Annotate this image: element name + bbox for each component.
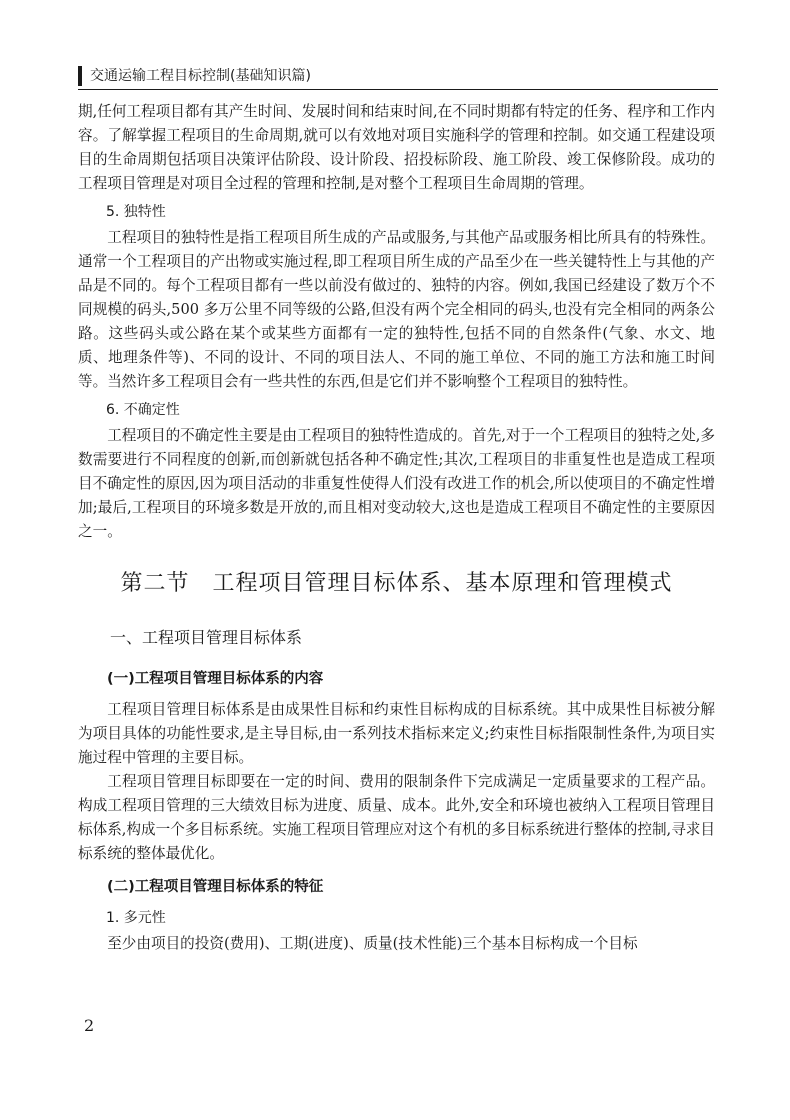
paragraph-multiplicity: 至少由项目的投资(费用)、工期(进度)、质量(技术性能)三个基本目标构成一个目标 bbox=[107, 935, 638, 952]
subheading-characteristics: (二)工程项目管理目标体系的特征 bbox=[107, 879, 324, 895]
paragraph-performance-targets: 工程项目管理目标即要在一定的时间、费用的限制条件下完成满足一定质量要求的工程产品。构成工程项目管理的三大绩效目标为进度、质量、成本。此外,安全和环境也被纳入工程项目管理目标体系,构成一个多目标系统。实施工程项目管理应对这个有机的多目标系统进行整体的控制,寻求目标系统的整体最优化。 bbox=[78, 773, 715, 862]
item-heading-multiplicity: 1. 多元性 bbox=[106, 910, 166, 926]
paragraph-continued: 期,任何工程项目都有其产生时间、发展时间和结束时间,在不同时期都有特定的任务、程序和工作内容。了解掌握工程项目的生命周期,就可以有效地对项目实施科学的管理和控制。如交通工程建设项目的生命周期包括项目决策评估阶段、设计阶段、招投标阶段、施工阶段、竣工保修阶段。成功的工程项目管理是对项目全过程的管理和控制,是对整个工程项目生命周期的管理。 bbox=[78, 103, 715, 192]
paragraph-uniqueness: 工程项目的独特性是指工程项目所生成的产品或服务,与其他产品或服务相比所具有的特殊性。通常一个工程项目的产出物或实施过程,即工程项目所生成的产品至少在一些关键特性上与其他的产品是不同的。每个工程项目都有一些以前没有做过的、独特的内容。例如,我国已经建设了数万个不同规模的码头,500 多万公里不同等级的公路,但没有两个完全相同的码头,也没有完全相同的两条公路。这些码头或公路在某个或某些方面都有一定的独特性,包括不同的自然条件(气象、水文、地质、地理条件等)、不同的设计、不同的项目法人、不同的施工单位、不同的施工方法和施工时间等。当然许多工程项目会有一些共性的东西,但是它们并不影响整个工程项目的独特性。 bbox=[78, 229, 715, 390]
subsection-heading: 一、工程项目管理目标体系 bbox=[110, 628, 303, 647]
paragraph-target-system: 工程项目管理目标体系是由成果性目标和约束性目标构成的目标系统。其中成果性目标被分解为项目具体的功能性要求,是主导目标,由一系列技术指标来定义;约束性目标指限制性条件,为项目实施过程中管理的主要目标。 bbox=[78, 701, 715, 766]
header-title: 交通运输工程目标控制(基础知识篇) bbox=[90, 68, 311, 84]
item-heading-uniqueness: 5. 独特性 bbox=[106, 204, 166, 220]
page-number: 2 bbox=[84, 1016, 95, 1035]
running-header bbox=[78, 62, 718, 90]
body-content bbox=[78, 100, 715, 956]
section-title: 第二节 工程项目管理目标体系、基本原理和管理模式 bbox=[120, 571, 673, 596]
item-heading-uncertainty: 6. 不确定性 bbox=[106, 402, 180, 418]
header-marker-bar bbox=[78, 66, 82, 86]
header-rule bbox=[78, 89, 718, 90]
subheading-content: (一)工程项目管理目标体系的内容 bbox=[107, 671, 324, 687]
paragraph-uncertainty: 工程项目的不确定性主要是由工程项目的独特性造成的。首先,对于一个工程项目的独特之处,多数需要进行不同程度的创新,而创新就包括各种不确定性;其次,工程项目的非重复性也是造成工程项目不确定性的原因,因为项目活动的非重复性使得人们没有改进工作的机会,所以使项目的不确定性增加;最后,工程项目的环境多数是开放的,而且相对变动较大,这也是造成工程项目不确定性的主要原因之一。 bbox=[78, 427, 715, 540]
